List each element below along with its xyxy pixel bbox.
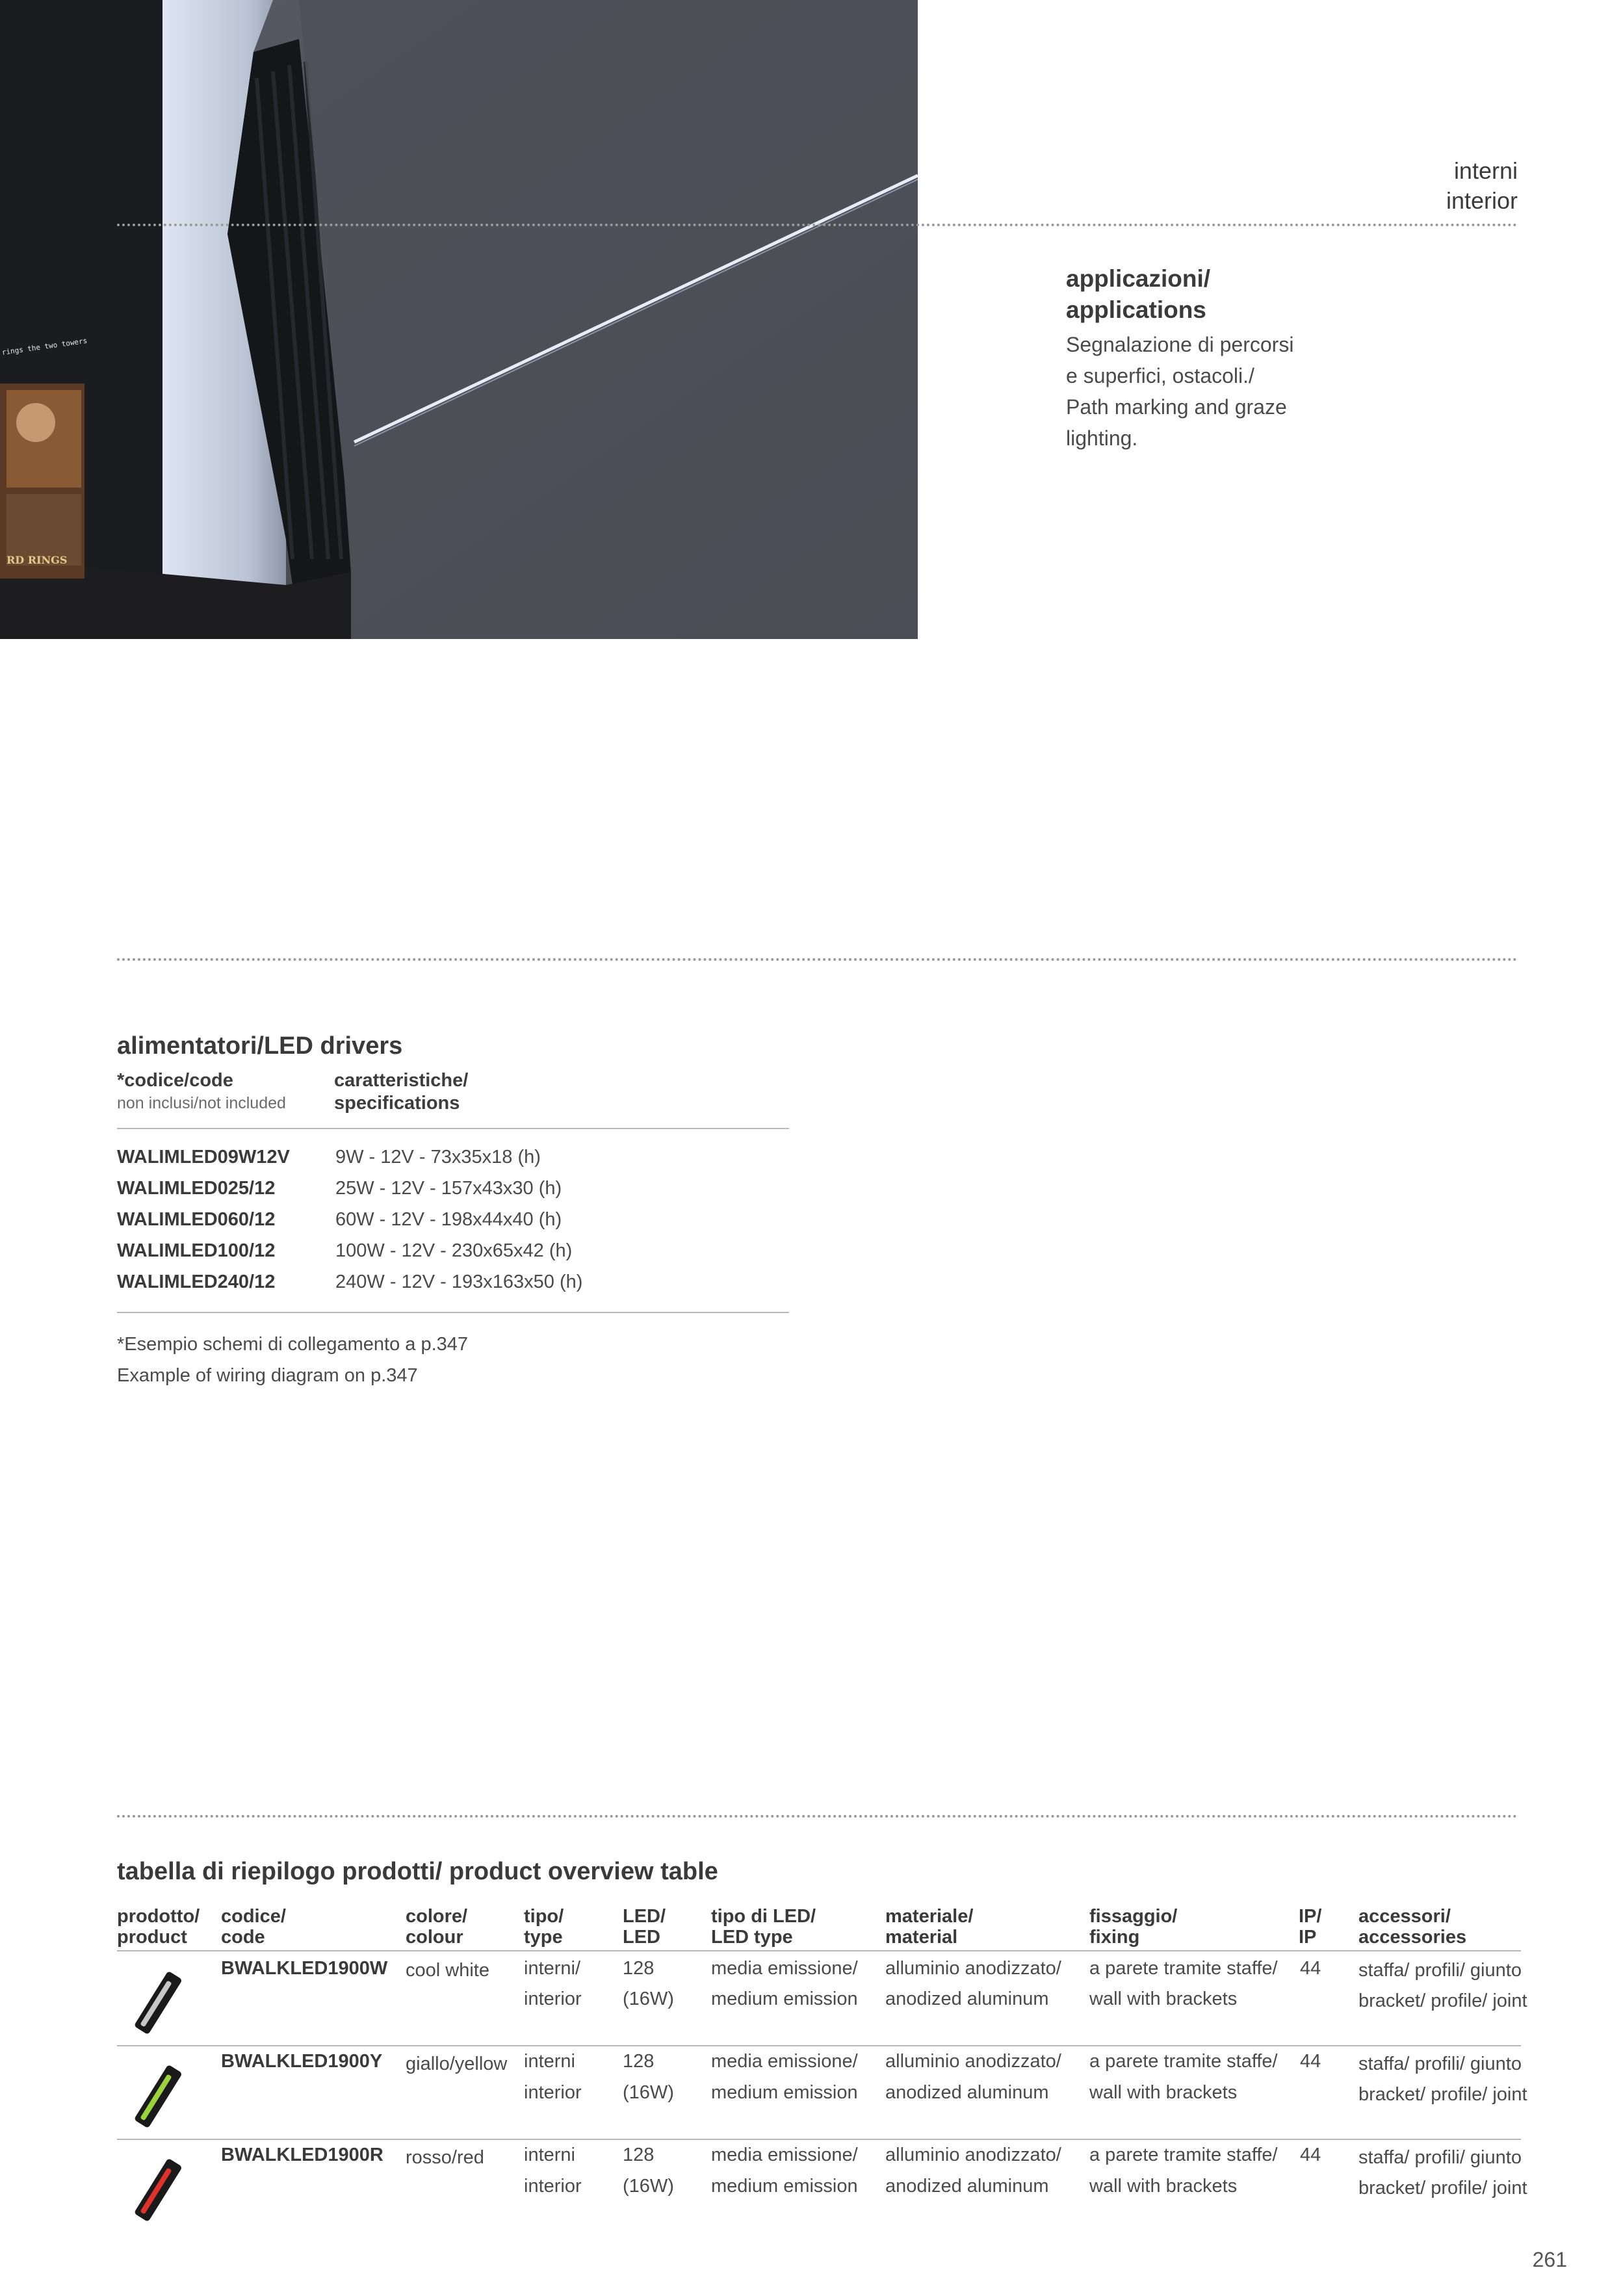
col-header-accessories [1358,1906,1466,1948]
product-accessories-it: staffa/ profili/ giunto [1358,1960,1522,1981]
product-fixing-en: wall with brackets [1089,2176,1238,2197]
product-led-count: 128 [623,1958,655,1979]
col-header-code [221,1906,286,1948]
product-accessories-it: staffa/ profili/ giunto [1358,2054,1522,2074]
driver-code: WALIMLED240/12 [117,1272,276,1292]
driver-code: WALIMLED060/12 [117,1209,276,1230]
header-it: codice/ [221,1906,286,1927]
product-accessories-it: staffa/ profili/ giunto [1358,2147,1522,2168]
product-type-it: interni/ [524,1958,581,1979]
overview-title: tabella di riepilogo prodotti/ product overview table [117,1858,718,1885]
product-fixing-it: a parete tramite staffe/ [1089,2145,1278,2165]
product-material-en: anodized aluminum [885,2082,1049,2103]
section-label [1446,156,1518,216]
col-header-colour [406,1906,467,1948]
product-fixing-it: a parete tramite staffe/ [1089,2051,1278,2072]
product-image [123,1964,195,2042]
product-fixing-it: a parete tramite staffe/ [1089,1958,1278,1979]
driver-spec: 240W - 12V - 193x163x50 (h) [335,1272,583,1292]
header-it: IP/ [1299,1906,1322,1927]
applications-line: e superfici, ostacoli./ [1066,364,1254,387]
section-label-it: interni [1453,157,1518,184]
product-type-it: interni [524,2051,575,2072]
section-label-en: interior [1446,187,1518,214]
product-led-type-it: media emissione/ [711,2145,858,2165]
driver-spec: 100W - 12V - 230x65x42 (h) [335,1240,573,1261]
product-material-it: alluminio anodizzato/ [885,2145,1061,2165]
product-ip: 44 [1300,1958,1321,1979]
header-en: accessories [1358,1927,1467,1948]
driver-code: WALIMLED025/12 [117,1178,276,1199]
divider [117,224,1518,226]
header-en: code [221,1927,265,1948]
product-image [123,2058,195,2136]
header-en: material [885,1927,958,1948]
product-led-power: (16W) [623,2082,674,2103]
product-led-power: (16W) [623,2176,674,2197]
col-header-material [885,1906,973,1948]
header-it: accessori/ [1358,1906,1451,1927]
product-colour: giallo/yellow [406,2054,508,2074]
product-code: BWALKLED1900R [221,2145,383,2165]
product-colour: rosso/red [406,2147,484,2168]
product-led-count: 128 [623,2145,655,2165]
col-header-led [623,1906,666,1948]
application-photo [0,0,918,639]
product-ip: 44 [1300,2145,1321,2165]
product-accessories-en: bracket/ profile/ joint [1358,2178,1527,2198]
applications-line: Path marking and graze [1066,395,1287,419]
driver-code: WALIMLED09W12V [117,1147,290,1168]
header-en: type [524,1927,563,1948]
product-accessories-en: bracket/ profile/ joint [1358,2084,1527,2105]
drivers-footer-rule [117,1312,789,1313]
applications-title-en: applications [1066,296,1206,323]
applications-line: lighting. [1066,426,1138,450]
product-ip: 44 [1300,2051,1321,2072]
header-en: LED type [711,1927,793,1948]
product-led-type-it: media emissione/ [711,2051,858,2072]
product-material-it: alluminio anodizzato/ [885,1958,1061,1979]
divider [117,1815,1518,1818]
poster-title: RD RINGS [6,554,68,566]
driver-spec: 9W - 12V - 73x35x18 (h) [335,1147,541,1168]
page-number: 261 [1532,2248,1567,2271]
col-header-led-type [711,1906,816,1948]
product-type-en: interior [524,1989,582,2009]
product-type-en: interior [524,2176,582,2197]
header-it: tipo/ [524,1906,564,1927]
drivers-header-rule [117,1128,789,1129]
col-header-fixing [1089,1906,1177,1948]
drivers-spec-subheader: specifications [334,1093,460,1114]
applications-line: Segnalazione di percorsi [1066,333,1294,356]
header-it: LED/ [623,1906,666,1927]
col-header-type [524,1906,564,1948]
drivers-title: alimentatori/LED drivers [117,1032,403,1060]
header-en: LED [623,1927,660,1948]
product-colour: cool white [406,1960,489,1981]
header-it: materiale/ [885,1906,974,1927]
product-code: BWALKLED1900Y [221,2051,383,2072]
product-type-it: interni [524,2145,575,2165]
product-material-it: alluminio anodizzato/ [885,2051,1061,2072]
drivers-code-subheader: non inclusi/not included [117,1094,286,1112]
header-en: IP [1299,1927,1317,1948]
product-fixing-en: wall with brackets [1089,1989,1238,2009]
product-led-power: (16W) [623,1989,674,2009]
product-led-type-en: medium emission [711,2082,858,2103]
product-code: BWALKLED1900W [221,1958,388,1979]
product-accessories-en: bracket/ profile/ joint [1358,1990,1527,2011]
header-it: tipo di LED/ [711,1906,816,1927]
header-en: colour [406,1927,463,1948]
header-en: product [117,1927,187,1948]
product-material-en: anodized aluminum [885,2176,1049,2197]
drivers-code-header: *codice/code [117,1070,233,1091]
product-fixing-en: wall with brackets [1089,2082,1238,2103]
photo-illustration [0,0,918,639]
applications-title-it: applicazioni/ [1066,265,1211,292]
product-led-type-it: media emissione/ [711,1958,858,1979]
wiring-note-it: *Esempio schemi di collegamento a p.347 [117,1334,469,1355]
col-header-product [117,1906,200,1948]
wiring-note-en: Example of wiring diagram on p.347 [117,1365,418,1386]
product-led-type-en: medium emission [711,2176,858,2197]
col-header-ip [1299,1906,1321,1948]
header-it: fissaggio/ [1089,1906,1178,1927]
header-it: prodotto/ [117,1906,200,1927]
applications-text [1066,329,1339,454]
product-type-en: interior [524,2082,582,2103]
poster-caption: rings the two towers [1,336,88,357]
product-led-type-en: medium emission [711,1989,858,2009]
driver-spec: 25W - 12V - 157x43x30 (h) [335,1178,562,1199]
product-led-count: 128 [623,2051,655,2072]
applications-title [1066,263,1210,326]
product-image [123,2152,195,2230]
header-it: colore/ [406,1906,468,1927]
driver-code: WALIMLED100/12 [117,1240,276,1261]
divider [117,958,1518,961]
table-header-rule [117,1950,1521,1951]
header-en: fixing [1089,1927,1140,1948]
driver-spec: 60W - 12V - 198x44x40 (h) [335,1209,562,1230]
product-material-en: anodized aluminum [885,1989,1049,2009]
drivers-spec-header: caratteristiche/ [334,1070,469,1091]
